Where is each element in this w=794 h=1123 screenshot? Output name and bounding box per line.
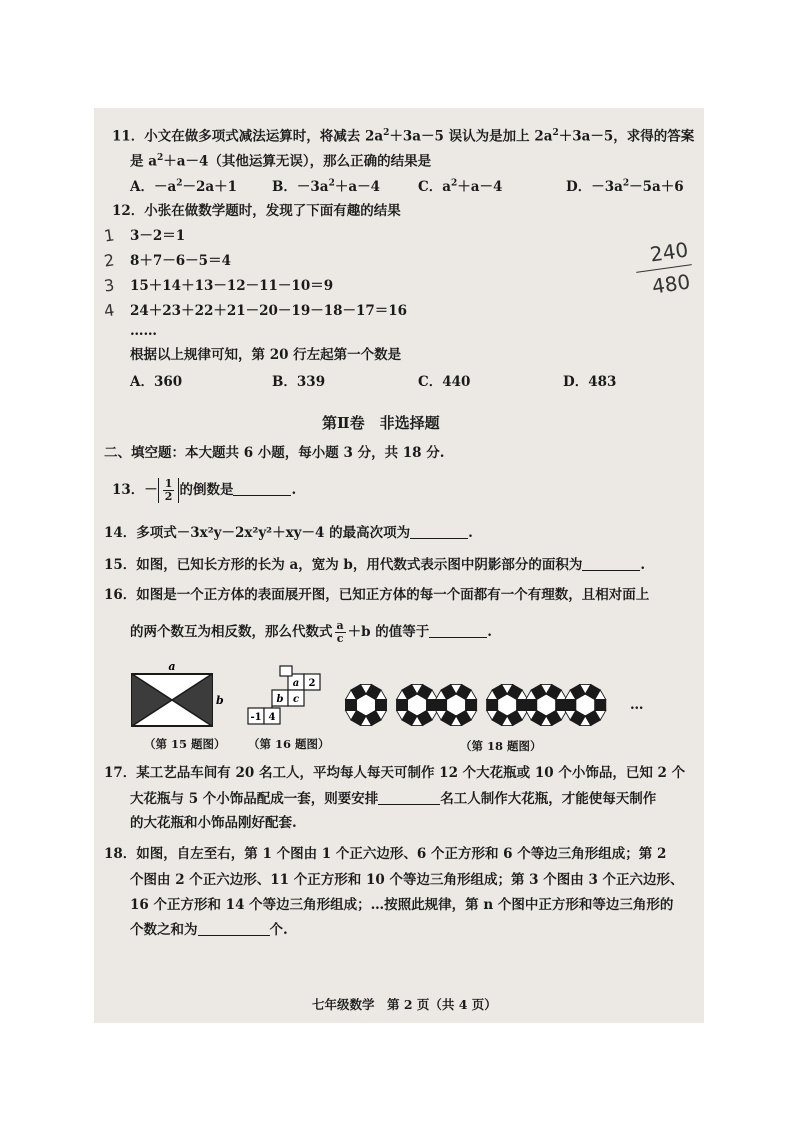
q16-line1: 16．如图是一个正方体的表面展开图，已知正方体的每一个面都有一个有理数，且相对面上 [104,587,650,603]
q12-option-b: B．339 [272,374,326,390]
handwritten-mark-3: 3 [102,275,116,296]
q11-option-d: D．$-3a^2-5a+6$ [566,178,684,195]
q11-line2: 是 $a^2+a-4$（其他运算无误），那么正确的结果是 [130,153,432,170]
figure-18-ellipsis: … [630,697,644,713]
caption-figure-15: （第 15 题图） [144,737,226,751]
q18-line2: 个图由 2 个正六边形、11 个正方形和 10 个等边三角形组成；第 3 个图由 3 个正六边形、 [130,872,684,888]
q12-row-4: 24＋23＋22＋21－20－19－18－17＝16 [130,303,408,319]
handwritten-number-bottom: 480 [650,269,692,299]
net-cell-b: b [276,694,284,705]
q12-stem: 12．小张在做数学题时，发现了下面有趣的结果 [112,203,401,219]
q17-line1: 17．某工艺品车间有 20 名工人，平均每人每天可制作 12 个大花瓶或 10 个小饰品，已知 2 个 [104,765,686,781]
square [397,700,408,711]
q12-option-a: A．360 [130,374,183,390]
q18-line4: 个数之和为 个. [130,922,288,938]
q13-answer-blank[interactable] [233,481,291,496]
q12-question: 根据以上规律可知，第 20 行左起第一个数是 [130,347,402,363]
q11-line1: 11．小文在做多项式减法运算时，将减去 $2a^2+3a-5$ 误认为是加上 $2a^2+3a-5$，求得的答案 [112,128,695,145]
handwritten-mark-1: 1 [102,225,116,246]
square [487,700,498,711]
caption-figure-18: （第 18 题图） [460,739,542,753]
q12-row-2: 8＋7－6－5＝4 [130,253,231,269]
q17-line2: 大花瓶与 5 个小饰品配成一套，则要安排 名工人制作大花瓶，才能使每天制作 [130,791,657,807]
figure-15-label-b: b [216,694,224,707]
q17-answer-blank[interactable] [378,790,440,805]
square [376,700,387,711]
square [526,700,537,711]
q16-answer-blank[interactable] [429,623,487,638]
figure-16-net [244,664,328,734]
handwritten-number-top: 240 [648,237,690,267]
net-cell-a: a [292,678,300,689]
net-cell-minus1: -1 [250,712,262,723]
q12-option-d: D．483 [563,374,617,390]
section-heading: 二、填空题：本大题共 6 小题，每小题 3 分，共 18 分. [104,445,445,461]
q13: 13．－ $\frac{1}{2}$ 的倒数是 . [112,477,297,503]
q14-answer-blank[interactable] [410,524,468,539]
section-title: 第Ⅱ卷 非选择题 [322,414,440,432]
q16-line2: 的两个数互为相反数，那么代数式 $\frac{a}{c}$ ＋b 的值等于 . [130,619,492,645]
figure-18-pattern [344,674,636,736]
square [466,700,477,711]
q18-answer-blank[interactable] [198,921,270,936]
q12-option-c: C．440 [418,374,471,390]
square [436,700,447,711]
q11-option-c: C．$a^2+a-4$ [418,178,503,195]
figure-15-rectangle [126,660,226,732]
net-cell-c: c [292,694,300,705]
q14: 14．多项式－3x²y－2x²y²＋xy－4 的最高次项为 . [104,525,473,541]
q12-row-3: 15＋14＋13－12－11－10＝9 [130,278,334,294]
figure-15-label-a: a [168,660,176,673]
net-cell-4: 4 [268,712,276,723]
q18-line3: 16 个正方形和 14 个等边三角形组成；…按照此规律，第 n 个图中正方形和等边三角形的 [130,897,674,913]
square [345,700,356,711]
handwritten-mark-4: 4 [102,300,116,321]
page-footer: 七年级数学 第 2 页（共 4 页） [312,997,497,1012]
square [565,700,576,711]
q12-ellipsis: …… [130,323,157,339]
q15-answer-blank[interactable] [582,556,640,571]
q17-line3: 的大花瓶和小饰品刚好配套. [130,815,297,831]
q11-option-b: B．$-3a^2+a-4$ [272,178,380,195]
q12-row-1: 3－2＝1 [130,228,186,244]
q18-line1: 18．如图，自左至右，第 1 个图由 1 个正六边形、6 个正方形和 6 个等边三角形组成；第 2 [104,846,667,862]
q11-option-a: A．$-a^2-2a+1$ [130,178,238,195]
q15: 15．如图，已知长方形的长为 a，宽为 b，用代数式表示图中阴影部分的面积为 . [104,557,646,573]
caption-figure-16: （第 16 题图） [248,737,330,751]
net-cell-2: 2 [308,678,316,689]
handwritten-mark-2: 2 [102,250,116,271]
square [595,700,606,711]
